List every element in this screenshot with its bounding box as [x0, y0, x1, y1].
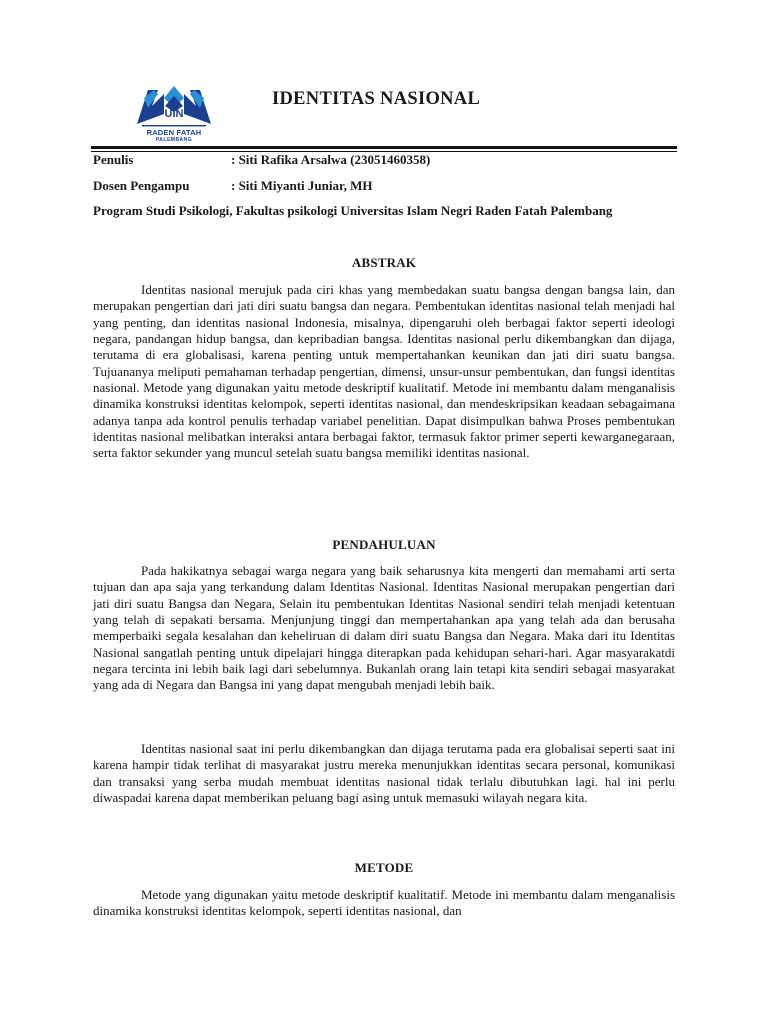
- introduction-heading: PENDAHULUAN: [332, 537, 436, 552]
- logo-wordmark-name: RADEN FATAH: [146, 128, 202, 137]
- logo-wordmark-city: PALEMBANG: [155, 137, 193, 143]
- affiliation: Program Studi Psikologi, Fakultas psikologi Universitas Islam Negri Raden Fatah Palembang: [93, 203, 613, 218]
- lecturer-value: : Siti Miyanti Juniar, MH: [231, 178, 373, 193]
- header-rule-thick: [91, 146, 677, 149]
- author-label: Penulis: [93, 152, 134, 167]
- author-value: : Siti Rafika Arsalwa (23051460358): [231, 152, 431, 167]
- author-row: [93, 152, 430, 168]
- paper-title: IDENTITAS NASIONAL: [272, 89, 481, 109]
- lecturer-label: Dosen Pengampu: [93, 178, 190, 193]
- lecturer-row: [93, 178, 372, 194]
- introduction-paragraph-2: Identitas nasional saat ini perlu dikembangkan dan dijaga terutama pada era globalisai seperti saat ini karena hampir tidak terlihat di masyarakat justru mereka menunjukkan identitas secara personal, komunikasi dan transaksi yang serba mudah membuat identitas nasional tidak terlalu dibutuhkan lagi. hal ini perlu diwaspadai karena dapat memberikan peluang bagi asing untuk memasuki wilayah negara kita.: [93, 741, 675, 806]
- abstract-heading: ABSTRAK: [351, 255, 417, 270]
- introduction-paragraph-1: Pada hakikatnya sebagai warga negara yang baik seharusnya kita mengerti dan memahami arti serta tujuan dan apa saja yang terkandung dalam Identitas Nasional. Identitas Nasional merupakan pengertian dari jati diri suatu Bangsa dan Negara, Selain itu pembentukan Identitas Nasional sendiri telah menjadi ketentuan yang telah di sepakati bersama. Menjunjung tinggi dan mempertahankan apa yang telah ada dan berusaha memperbaiki segala kesalahan dan keheliruan di dalam diri suatu Bangsa dan Negara. Maka dari itu Identitas Nasional sangatlah penting untuk dipelajari hingga diterapkan pada kehidupan sehari-hari. Agar masyarakatdi negara tercinta ini lebih baik lagi dari sebelumnya. Bukanlah orang lain tetapi kita sendiri sebagai masyarakat yang ada di Negara dan Bangsa ini yang dapat mengubah menjadi lebih baik.: [93, 563, 675, 693]
- method-heading: METODE: [354, 860, 414, 875]
- method-body: Metode yang digunakan yaitu metode deskriptif kualitatif. Metode ini membantu dalam menganalisis dinamika konstruksi identitas kelompok, seperti identitas nasional, dan: [93, 887, 675, 919]
- abstract-body: Identitas nasional merujuk pada ciri khas yang membedakan suatu bangsa dengan bangsa lain, dan merupakan pengertian dari jati diri suatu bangsa dan negara. Pembentukan identitas nasional telah menjadi hal yang penting, dan identitas nasional Indonesia, misalnya, dipengaruhi oleh berbagai faktor seperti ideologi negara, pandangan hidup bangsa, dan kepribadian bangsa. Identitas nasional perlu dikembangkan dan dijaga, terutama di era globalisasi, karena penting untuk mempertahankan keunikan dan jati diri suatu bangsa. Tujuananya meliputi pemahaman terhadap pengertian, dimensi, unsur-unsur pembentukan, dan fungsi identitas nasional. Metode yang digunakan yaitu metode deskriptif kualitatif. Metode ini membantu dalam menganalisis dinamika konstruksi identitas kelompok, seperti identitas nasional, dan mendeskripsikan keadaan sebagaimana adanya tanpa ada kontrol penulis terhadap variabel penelitian. Dapat disimpulkan bahwa Proses pembentukan identitas nasional melibatkan interaksi antara berbagai faktor, termasuk faktor primer seperti kewarganegaraan, serta faktor sekunder yang muncul setelah suatu bangsa memiliki identitas nasional.: [93, 282, 675, 461]
- university-logo: [134, 84, 214, 146]
- logo-wordmark-uin: UIN: [164, 108, 184, 120]
